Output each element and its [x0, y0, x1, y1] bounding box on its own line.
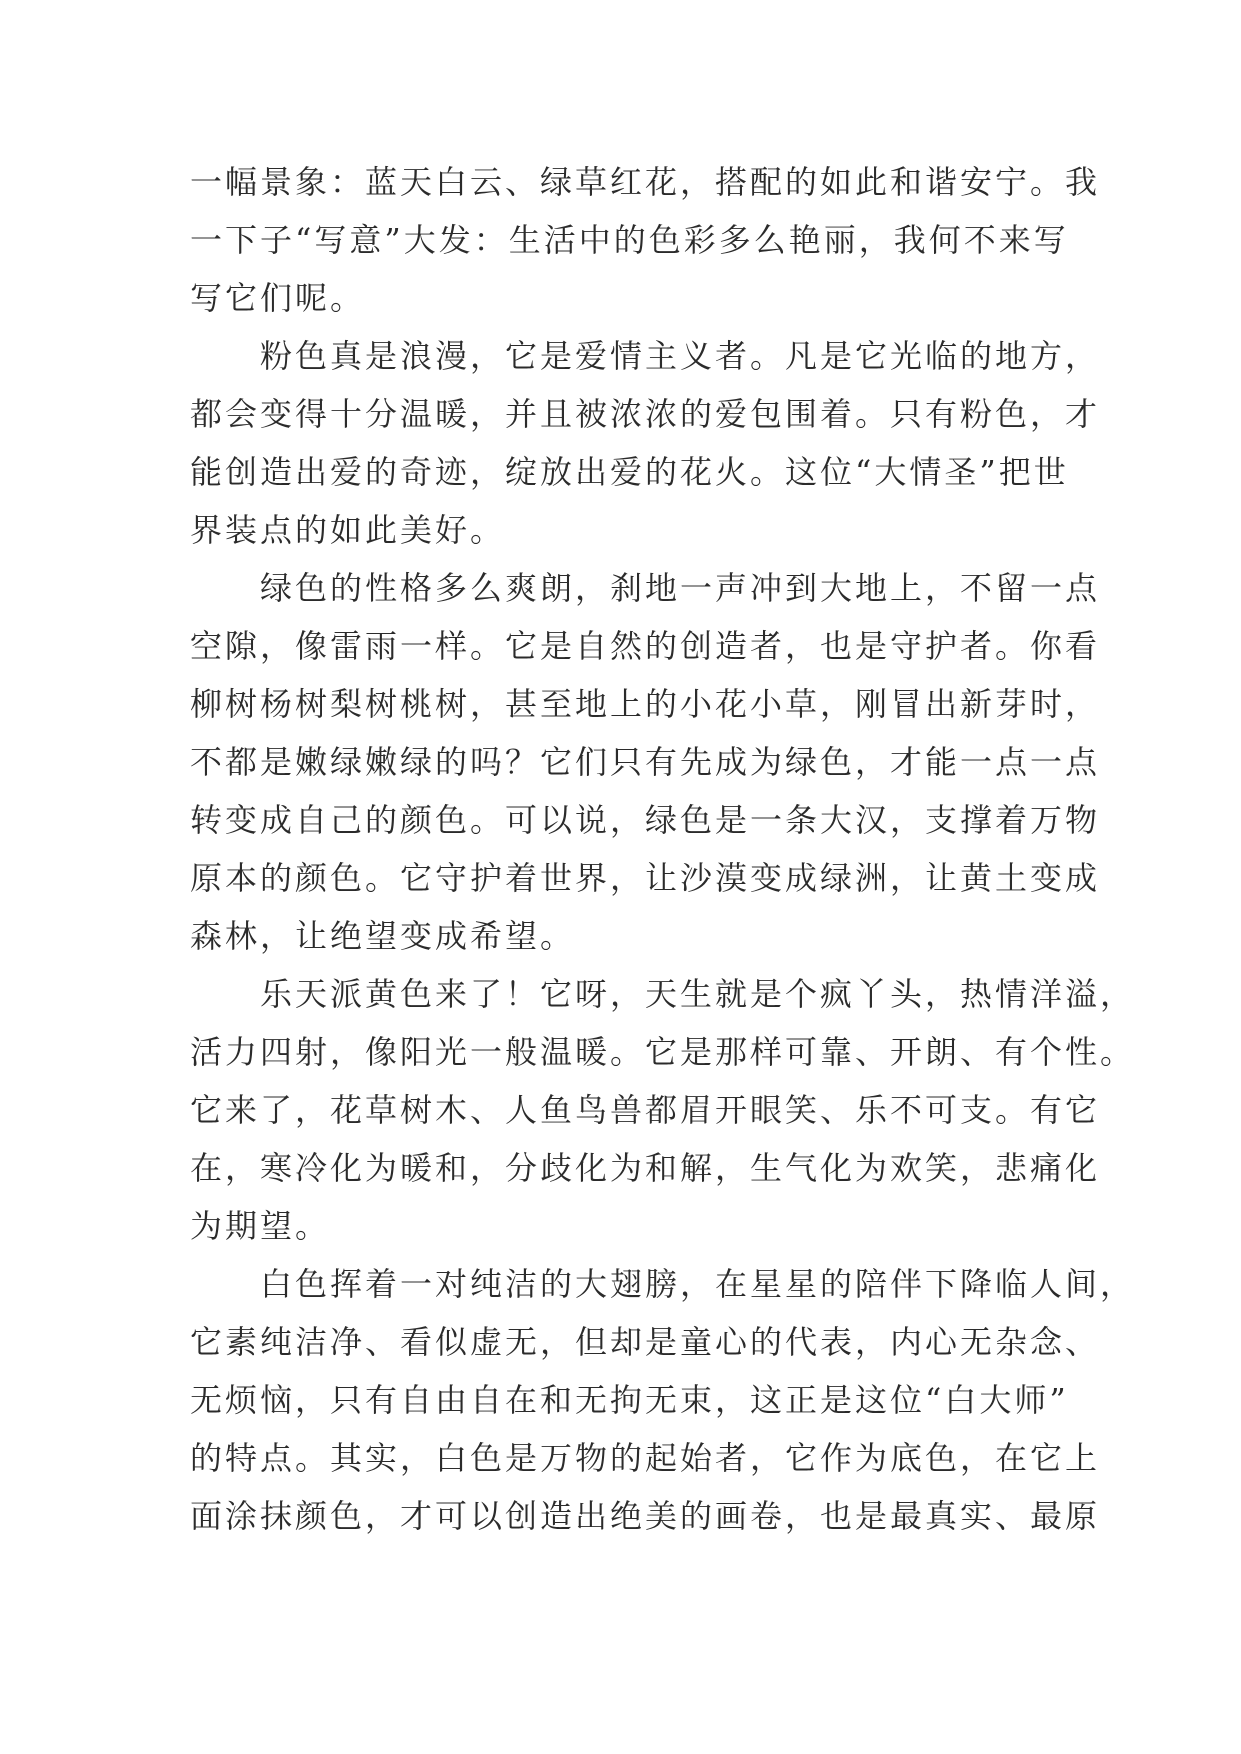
- text-line-3: 写它们呢。: [190, 279, 366, 317]
- text-line-6: 能创造出爱的奇迹，绽放出爱的花火。这位“大情圣”把世: [190, 453, 1069, 491]
- text-line-2: 一下子“写意”大发：生活中的色彩多么艳丽，我何不来写: [190, 221, 1069, 259]
- text-line-1: 一幅景象：蓝天白云、绿草红花，搭配的如此和谐安宁。我: [190, 163, 1101, 201]
- text-line-16: 活力四射，像阳光一般温暖。它是那样可靠、开朗、有个性。: [190, 1033, 1136, 1071]
- text-line-17: 它来了，花草树木、人鱼鸟兽都眉开眼笑、乐不可支。有它: [190, 1091, 1101, 1129]
- text-line-14: 森林，让绝望变成希望。: [190, 917, 576, 955]
- text-line-22: 无烦恼，只有自由自在和无拘无束，这正是这位“白大师”: [190, 1381, 1069, 1419]
- text-line-7: 界装点的如此美好。: [190, 511, 506, 549]
- text-line-21: 它素纯洁净、看似虚无，但却是童心的代表，内心无杂念、: [190, 1323, 1101, 1361]
- text-line-5: 都会变得十分温暖，并且被浓浓的爱包围着。只有粉色，才: [190, 395, 1101, 433]
- text-line-15: 乐天派黄色来了！它呀，天生就是个疯丫头，热情洋溢，: [190, 975, 1136, 1013]
- body-text: [190, 153, 1136, 1545]
- text-line-18: 在，寒冷化为暖和，分歧化为和解，生气化为欢笑，悲痛化: [190, 1149, 1101, 1187]
- text-line-19: 为期望。: [190, 1207, 331, 1245]
- text-line-10: 柳树杨树梨树桃树，甚至地上的小花小草，刚冒出新芽时，: [190, 685, 1101, 723]
- text-line-9: 空隙，像雷雨一样。它是自然的创造者，也是守护者。你看: [190, 627, 1101, 665]
- text-line-24: 面涂抹颜色，才可以创造出绝美的画卷，也是最真实、最原: [190, 1497, 1101, 1535]
- text-line-13: 原本的颜色。它守护着世界，让沙漠变成绿洲，让黄土变成: [190, 859, 1101, 897]
- text-line-11: 不都是嫩绿嫩绿的吗？它们只有先成为绿色，才能一点一点: [190, 743, 1101, 781]
- text-line-12: 转变成自己的颜色。可以说，绿色是一条大汉，支撑着万物: [190, 801, 1101, 839]
- text-line-20: 白色挥着一对纯洁的大翅膀，在星星的陪伴下降临人间，: [190, 1265, 1136, 1303]
- text-line-8: 绿色的性格多么爽朗，刹地一声冲到大地上，不留一点: [190, 569, 1101, 607]
- text-line-23: 的特点。其实，白色是万物的起始者，它作为底色，在它上: [190, 1439, 1101, 1477]
- text-line-4: 粉色真是浪漫，它是爱情主义者。凡是它光临的地方，: [190, 337, 1101, 375]
